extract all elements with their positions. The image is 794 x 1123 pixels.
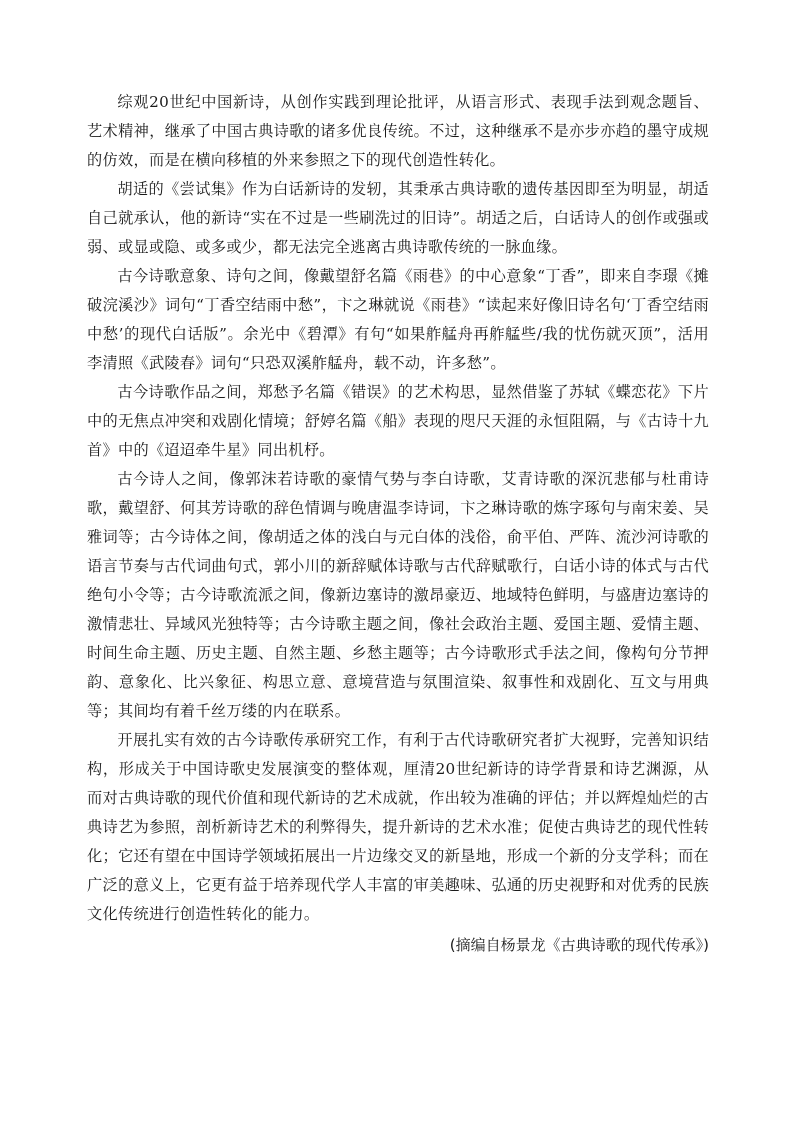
paragraph-3: 古今诗歌意象、诗句之间，像戴望舒名篇《雨巷》的中心意象“丁香”，即来自李璟《摊破浣溪沙》词句“丁香空结雨中愁”，卞之琳就说《雨巷》“读起来好像旧诗名句‘丁香空结雨中愁’的现代白话版”。余光中《碧潭》有句“如果舴艋舟再舴艋些/我的忧伤就灭顶”，活用李清照《武陵春》词句“只恐双溪舴艋舟，载不动，许多愁”。: [87, 267, 709, 372]
paragraph-1: 综观20世纪中国新诗，从创作实践到理论批评，从语言形式、表现手法到观念题旨、艺术精神，继承了中国古典诗歌的诸多优良传统。不过，这种继承不是亦步亦趋的墨守成规的仿效，而是在横向移植的外来参照之下的现代创造性转化。: [87, 93, 709, 169]
paragraph-4: 古今诗歌作品之间，郑愁予名篇《错误》的艺术构思，显然借鉴了苏轼《蝶恋花》下片中的无焦点冲突和戏剧化情境；舒婷名篇《船》表现的咫尺天涯的永恒阻隔，与《古诗十九首》中的《迢迢牵牛星》同出机杼。: [87, 383, 709, 459]
paragraph-6: 开展扎实有效的古今诗歌传承研究工作，有利于古代诗歌研究者扩大视野，完善知识结构，形成关于中国诗歌史发展演变的整体观，厘清20世纪新诗的诗学背景和诗艺渊源，从而对古典诗歌的现代价值和现代新诗的艺术成就，作出较为准确的评估；并以辉煌灿烂的古典诗艺为参照，剖析新诗艺术的利弊得失，提升新诗的艺术水准；促使古典诗艺的现代性转化；它还有望在中国诗学领域拓展出一片边缘交叉的新垦地，形成一个新的分支学科；而在广泛的意义上，它更有益于培养现代学人丰富的审美趣味、弘通的历史视野和对优秀的民族文化传统进行创造性转化的能力。: [87, 731, 709, 923]
document-body: [87, 88, 709, 960]
source-citation: (摘编自杨景龙《古典诗歌的现代传承》): [449, 936, 709, 954]
paragraph-2: 胡适的《尝试集》作为白话新诗的发轫，其秉承古典诗歌的遗传基因即至为明显，胡适自己就承认，他的新诗“实在不过是一些刷洗过的旧诗”。胡适之后，白话诗人的创作或强或弱、或显或隐、或多或少，都无法完全逃离古典诗歌传统的一脉血缘。: [87, 180, 709, 256]
paragraph-5: 古今诗人之间，像郭沫若诗歌的豪情气势与李白诗歌，艾青诗歌的深沉悲郁与杜甫诗歌，戴望舒、何其芳诗歌的辞色情调与晚唐温李诗词，卞之琳诗歌的炼字琢句与南宋姜、吴雅词等；古今诗体之间，像胡适之体的浅白与元白体的浅俗，俞平伯、严阵、流沙河诗歌的语言节奏与古代词曲句式，郭小川的新辞赋体诗歌与古代辞赋歌行，白话小诗的体式与古代绝句小令等；古今诗歌流派之间，像新边塞诗的激昂豪迈、地域特色鲜明，与盛唐边塞诗的激情悲壮、异域风光独特等；古今诗歌主题之间，像社会政治主题、爱国主题、爱情主题、时间生命主题、历史主题、自然主题、乡愁主题等；古今诗歌形式手法之间，像构句分节押韵、意象化、比兴象征、构思立意、意境营造与氛围渲染、叙事性和戏剧化、互文与用典等；其间均有着千丝万缕的内在联系。: [87, 470, 709, 720]
